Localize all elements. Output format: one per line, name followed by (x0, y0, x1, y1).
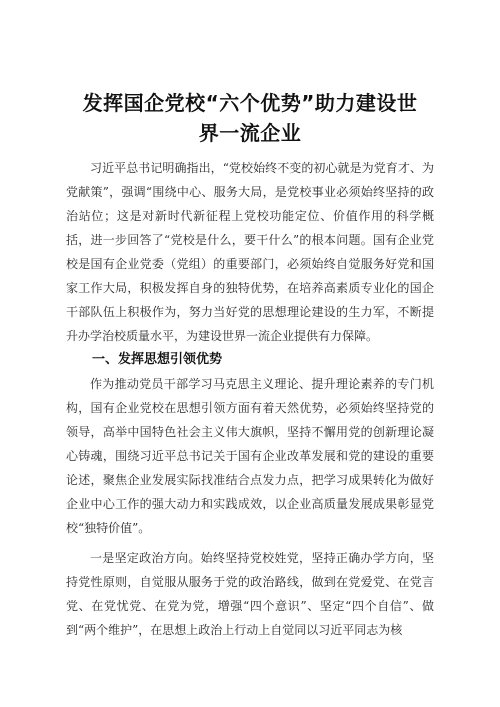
document-title: 发挥国企党校“六个优势”助力建设世界一流企业 (82, 91, 418, 145)
section1-paragraph-1: 作为推动党员干部学习马克思主义理论、提升理论素养的专门机构，国有企业党校在思想引领方面有着天然优势，必须始终坚持党的领导，高举中国特色社会主义伟大旗帜，坚持不懈用党的创新理论凝心铸魂，围绕习近平总书记关于国有企业改革发展和党的建设的重要论述，聚焦企业发展实际找准结合点发力点，把学习成果转化为做好企业中心工作的强大动力和实践成效，以企业高质量发展成果彰显党校“独特价值”。 (66, 377, 434, 535)
section-heading-1: 一、发挥思想引领优势 (92, 352, 223, 367)
intro-paragraph: 习近平总书记明确指出，“党校始终不变的初心就是为党育才、为党献策”，强调“围绕中心、服务大局，是党校事业必须始终坚持的政治站位；这是对新时代新征程上党校功能定位、价值作用的科学概括，进一步回答了“党校是什么，要干什么”的根本问题。国有企业党校是国有企业党委（党组）的重要部门，必须始终自觉服务好党和国家工作大局，积极发挥自身的独特优势，在培养高素质专业化的国企干部队伍上积极作为，努力当好党的思想理论建设的生力军，不断提升办学治校质量水平，为建设世界一流企业提供有力保障。 (66, 161, 434, 343)
section1-paragraph-2: 一是坚定政治方向。始终坚持党校姓党，坚持正确办学方向，坚持党性原则，自觉服从服务于党的政治路线，做到在党爱党、在党言党、在党忧党、在党为党，增强“四个意识”、坚定“四个自信”、做到“两个维护”，在思想上政治上行动上自觉同以习近平同志为核 (66, 551, 434, 637)
